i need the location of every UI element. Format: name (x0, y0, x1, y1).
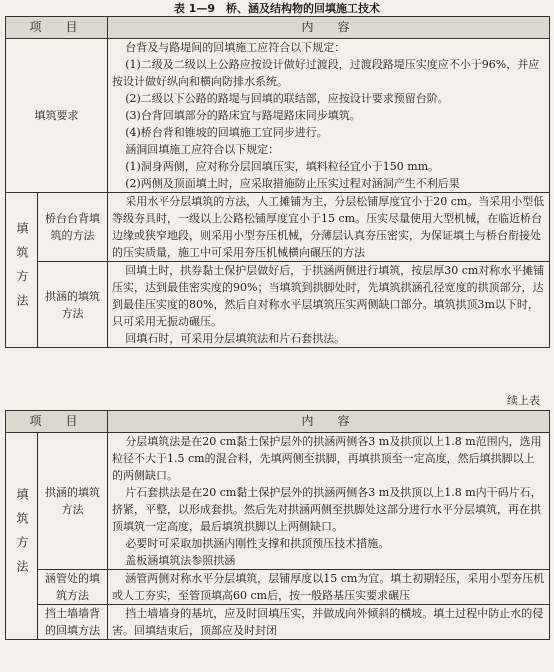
table-2 (5, 410, 550, 640)
table-row (6, 262, 550, 348)
header-item: 项 目 (6, 411, 108, 433)
table-row (6, 605, 550, 640)
arch-line: 分层填筑法是在20 cm黏土保护层外的拱涵两侧各3 m及拱顶以上1.8 m范围内，选用粒径不大于1.5 cm的混合料，先填两侧至拱脚，再填拱顶至一定高度，然后填拱脚以上的两侧缺口。 (112, 435, 542, 482)
table-row (6, 570, 550, 605)
arch-line: 片石套拱法是在20 cm黏土保护层外的拱涵两侧各3 m及拱顶以上1.8 m内干码片石，挤紧，平整，以形成套拱。然后先对拱涵两侧至拱脚处这部分进行水平分层填筑，再在拱顶填筑一定高度，最后填筑拱脚以上两侧缺口。 (112, 486, 542, 533)
req-line: (2)二级以下公路的路堤与回填的联结部，应按设计要求预留台阶。 (125, 92, 449, 105)
req-line: (4)桥台背和锥坡的回填施工宜同步进行。 (125, 126, 328, 139)
table-row (6, 193, 550, 262)
req-line: (3)台背回填部分的路床宜与路堤路床同步填筑。 (125, 109, 361, 122)
arch-label: 拱涵的填筑方法 (38, 433, 108, 570)
req-line: (2)两侧及顶面填土时，应采取措施防止压实过程对涵洞产生不利后果 (125, 177, 460, 190)
method-label: 填筑方法 (6, 193, 38, 348)
wall-label: 挡土墙墙背的回填方法 (38, 605, 108, 640)
wall-text (108, 605, 550, 640)
req-line: 涵洞回填施工应符合以下规定： (125, 143, 280, 156)
table-1 (5, 16, 550, 348)
req-content (108, 39, 550, 193)
req-line: (1)二级及二级以上公路应按设计做好过渡段，过渡段路堤压实度应不小于96%，并应按设计做好纵向和横向防排水系统。 (112, 58, 540, 88)
arch-line: 必要时可采取加拱涵内刚性支撑和拱顶预压技术措施。 (125, 537, 390, 550)
table-row (6, 39, 550, 193)
wall-paragraph: 挡土墙墙身的基坑，应及时回填压实，并做成向外倾斜的横坡。填土过程中防止水的侵害。回填结束后，顶部应及时封闭 (112, 607, 544, 637)
arch-content (108, 433, 550, 570)
header-content: 内 容 (108, 411, 550, 433)
abutment-paragraph: 采用水平分层填筑的方法，人工摊铺为主，分层松铺厚度宜小于20 cm。当采用小型低等级夯具时，一级以上公路松铺厚度宜小于15 cm。压实尽量使用大型机械，在临近桥台边缘或狭窄地段，则采用小型夯压机械，分薄层认真夯压密实，为保证填土与桥台衔接处的压实质量，施工中可采用夯压机械横向碾压的方法 (112, 195, 545, 259)
arch-paragraph-2: 回填石时，可采用分层填筑法和片石套拱法。 (125, 332, 346, 345)
header-content: 内 容 (108, 17, 550, 39)
arch-line: 盖板涵填筑法参照拱涵 (125, 554, 236, 567)
abutment-text (108, 193, 550, 262)
header-item: 项 目 (6, 17, 108, 39)
pipe-label: 涵管处的填筑方法 (38, 570, 108, 605)
req-line: 台背及与路堤间的回填施工应符合以下规定： (125, 41, 346, 54)
arch-paragraph: 回填土时，拱券黏土保护层做好后，于拱涵两侧进行填筑，按层厚30 cm对称水平摊铺压实，达到最佳密实度的90%；当填筑到拱脚处时，先填筑拱涵孔径宽度的拱顶部分，达到最佳压实度的80%，然后自对称水平层填筑压实两侧缺口部分。填筑拱顶3m以下时，只可采用无振动碾压。 (112, 264, 545, 328)
pipe-paragraph: 涵管两侧对称水平分层填筑，层铺厚度以15 cm为宜。填土初期轻压，采用小型夯压机或人工夯实，至管顶填高60 cm后，按一般路基压实要求碾压 (112, 572, 545, 602)
req-label: 填筑要求 (6, 39, 108, 193)
pipe-text (108, 570, 550, 605)
table-row (6, 433, 550, 570)
req-line: (1)洞身两侧，应对称分层回填压实，填料粒径宜小于150 mm。 (125, 160, 440, 173)
table-header-row (6, 411, 550, 433)
arch-label: 拱涵的填筑方法 (38, 262, 108, 348)
table-caption: 表 1—9 桥、涵及结构物的回填施工技术 (173, 2, 381, 15)
continued-label: 续上表 (507, 394, 540, 407)
table-header-row (6, 17, 550, 39)
abutment-label: 桥台台背填筑的方法 (38, 193, 108, 262)
arch-text (108, 262, 550, 348)
method-label: 填筑方法 (6, 433, 38, 640)
